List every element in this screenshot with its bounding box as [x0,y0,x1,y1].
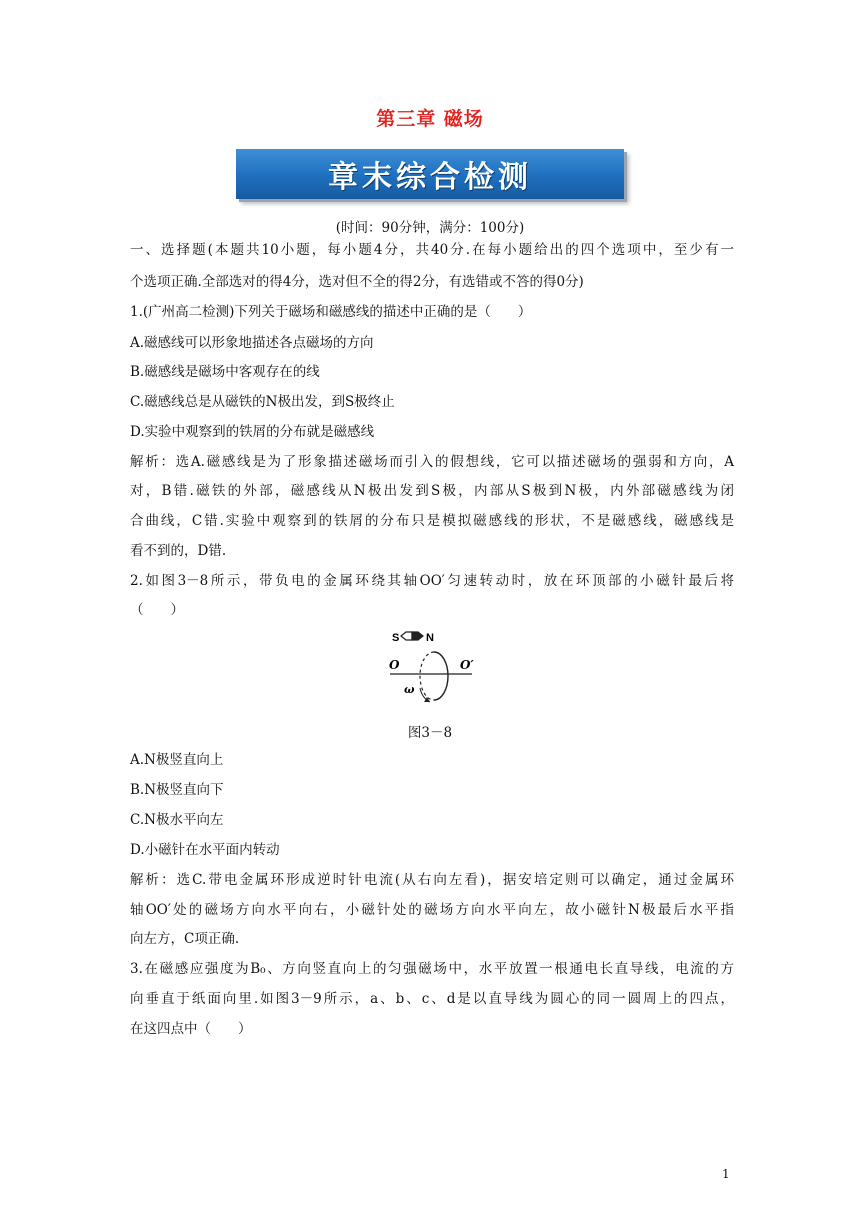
question-1-option-c: C.磁感线总是从磁铁的N极出发，到S极终止 [130,394,395,410]
label-omega: ω [404,683,415,696]
needle-s-end [401,632,412,640]
question-2-option-c: C.N极水平向左 [130,812,224,828]
figure-caption: 图3－8 [407,725,453,741]
page-number: 1 [722,1167,730,1181]
question-1-analysis-line: 对，B错.磁铁的外部，磁感线从N极出发到S极，内部从S极到N极，内外部磁感线为闭 [130,483,734,499]
question-2-option-b: B.N极竖直向下 [130,782,224,798]
exam-meta: (时间：90分钟，满分：100分) [335,220,525,236]
needle-n-end [412,632,423,640]
question-3-stem-line: 在这四点中（ ） [130,1021,252,1037]
question-2-option-a: A.N极竖直向上 [130,752,224,768]
question-2-stem-line: （ ） [130,602,184,618]
label-s: S [392,632,400,644]
section-intro-line: 一、选择题(本题共10小题，每小题4分，共40分.在每小题给出的四个选项中，至少有一 [130,242,734,258]
question-2-analysis-line: 解析：选C.带电金属环形成逆时针电流(从右向左看)，据安培定则可以确定，通过金属环 [130,872,734,888]
question-1-option-d: D.实验中观察到的铁屑的分布就是磁感线 [130,424,375,440]
section-banner [236,149,624,199]
banner-title: 章末综合检测 [328,160,532,195]
question-3-stem-line: 向垂直于纸面向里.如图3－9所示，a、b、c、d是以直导线为圆心的同一圆周上的四点， [130,991,734,1007]
question-2-option-d: D.小磁针在水平面内转动 [130,842,280,858]
label-o-prime: O′ [460,658,474,672]
question-1-analysis-line: 合曲线，C错.实验中观察到的铁屑的分布只是模拟磁感线的形状，不是磁感线，磁感线是 [130,513,734,529]
question-1-analysis-line: 看不到的，D错. [130,543,227,559]
question-2-analysis-line: 向左方，C项正确. [130,931,240,947]
ring-back [420,652,434,700]
question-3-stem-line: 3.在磁感应强度为B₀、方向竖直向上的匀强磁场中，水平放置一根通电长直导线，电流的方 [130,961,734,977]
question-1-analysis-line: 解析：选A.磁感线是为了形象描述磁场而引入的假想线，它可以描述磁场的强弱和方向，A [130,454,734,470]
chapter-title: 第三章 磁场 [376,108,484,130]
question-2-stem-line: 2.如图3－8所示，带负电的金属环绕其轴OO′匀速转动时，放在环顶部的小磁针最后将 [130,573,734,589]
ring-front [434,652,448,700]
question-1-option-b: B.磁感线是磁场中客观存在的线 [130,364,320,380]
question-1-option-a: A.磁感线可以形象地描述各点磁场的方向 [130,335,374,351]
question-1-stem: 1.(广州高二检测)下列关于磁场和磁感线的描述中正确的是（ ） [130,304,532,320]
label-o: O [389,658,400,672]
label-n: N [426,632,434,644]
ring-magnet-figure [360,622,500,708]
question-2-analysis-line: 轴OO′处的磁场方向水平向右，小磁针处的磁场方向水平向左，故小磁针N极最后水平指 [130,902,734,918]
section-intro-line: 个选项正确.全部选对的得4分，选对但不全的得2分，有选错或不答的得0分) [130,274,584,290]
